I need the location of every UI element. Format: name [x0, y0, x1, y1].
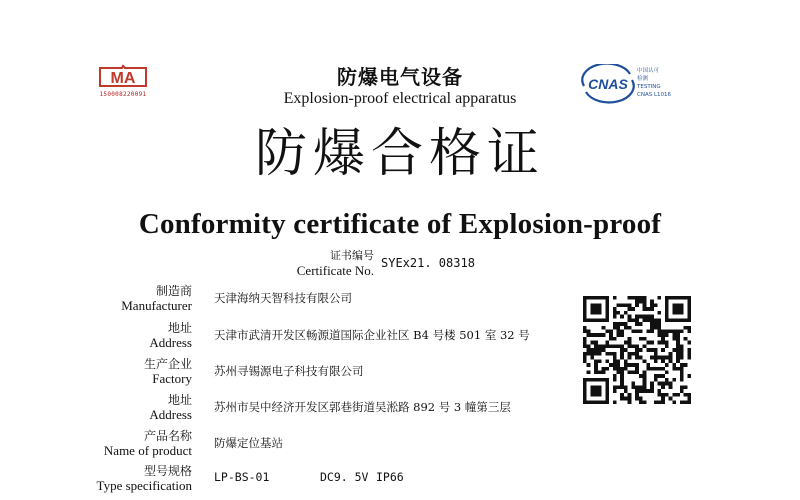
cnas-line: 中国认可: [637, 68, 660, 74]
cnas-line: 检测: [637, 76, 649, 82]
certificate-number: SYEx21. 08318: [381, 256, 475, 270]
certificate-number-label-cn: 证书编号: [330, 249, 374, 262]
field-value-voltage: DC9. 5V: [320, 470, 369, 484]
field-value-ip-rating: IP66: [376, 470, 404, 484]
cnas-line: TESTING: [637, 84, 661, 90]
field-label-en: Address: [149, 407, 192, 422]
field-label-cn: 地址: [167, 321, 192, 335]
qr-modules: [583, 296, 691, 404]
field-label-cn: 型号规格: [143, 464, 192, 478]
field-label-en: Factory: [152, 371, 192, 386]
cma-id: 150008220091: [99, 91, 147, 98]
field-label-cn: 产品名称: [143, 429, 192, 443]
field-label-en: Type specification: [96, 478, 192, 493]
field-label-en: Address: [149, 335, 192, 350]
cnas-logo-text: CNAS: [588, 76, 628, 92]
field-product-name: [0, 427, 800, 465]
field-value: 苏州寻锡源电子科技有限公司: [214, 364, 364, 378]
field-label-cn: 地址: [167, 393, 192, 407]
certificate-number-label-en: Certificate No.: [296, 263, 374, 278]
field-label-cn: 生产企业: [143, 357, 192, 371]
field-type-specification: [0, 462, 800, 500]
field-label-en: Name of product: [103, 443, 192, 458]
field-value: 天津海纳天智科技有限公司: [214, 291, 352, 305]
field-label-en: Manufacturer: [121, 298, 192, 313]
cnas-line: CNAS L1016: [637, 92, 672, 98]
certificate-title-en: Conformity certificate of Explosion-proof: [138, 208, 662, 240]
field-value: 苏州市吴中经济开发区郭巷街道吴淞路 892 号 3 幢第三层: [214, 400, 511, 414]
field-label-cn: 制造商: [155, 284, 192, 298]
category-title-en: Explosion-proof electrical apparatus: [283, 90, 517, 107]
field-value-model: LP-BS-01: [214, 470, 270, 484]
certificate-title-cn: 防爆合格证: [254, 124, 545, 184]
field-value: 防爆定位基站: [214, 436, 283, 450]
cma-logo-text: MA: [110, 70, 136, 87]
category-title-cn: 防爆电气设备: [337, 65, 463, 89]
field-value: 天津市武清开发区畅源道国际企业社区 B4 号楼 501 室 32 号: [214, 328, 530, 342]
qr-code-icon: [583, 296, 691, 404]
